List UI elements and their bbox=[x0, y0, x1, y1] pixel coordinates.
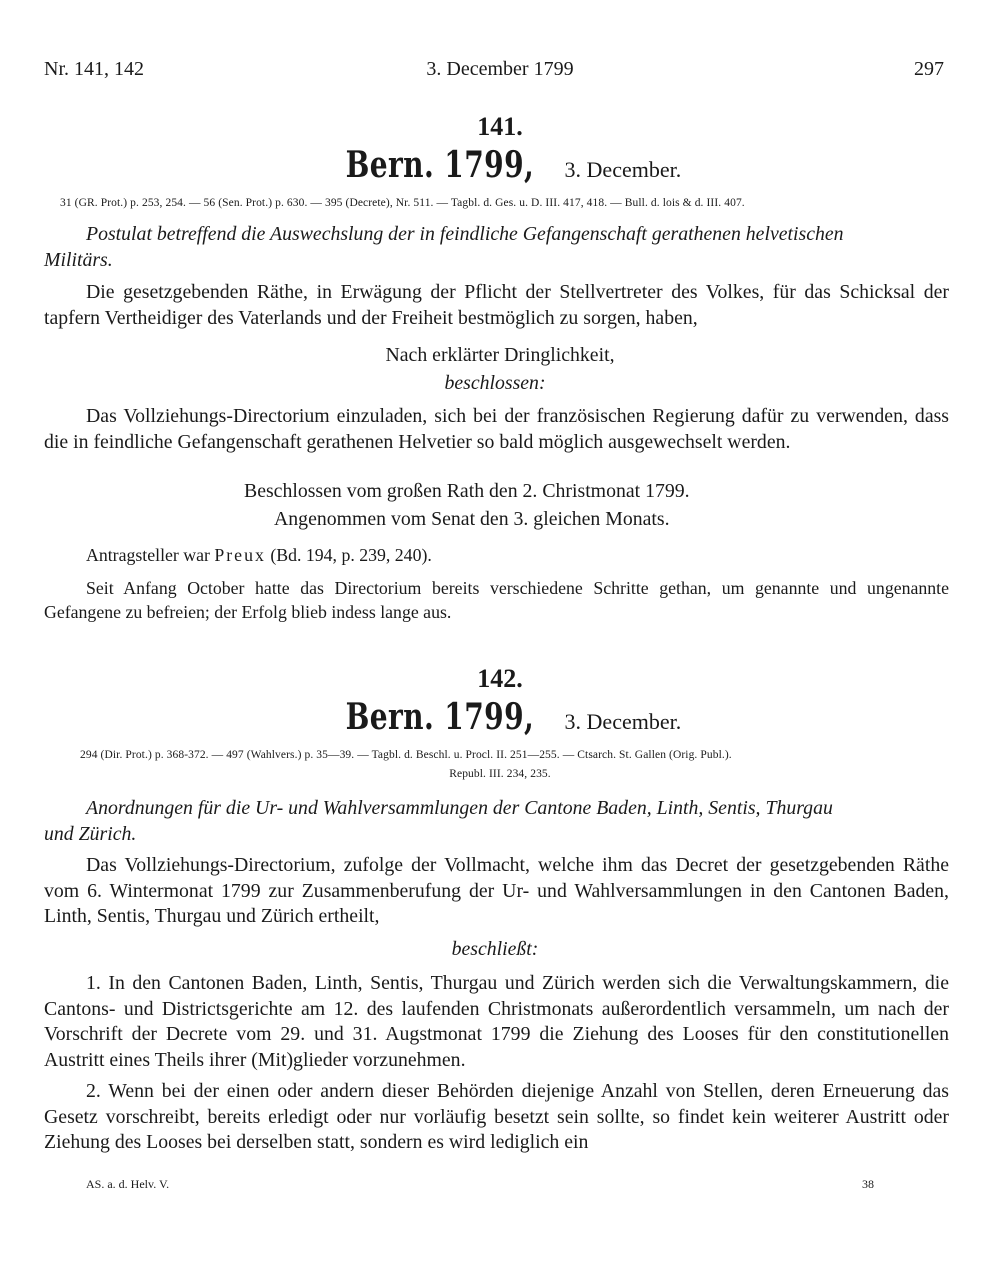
decided-line: Beschlossen vom großen Rath den 2. Christmonat 1799. bbox=[244, 480, 690, 502]
title-line-1: Postulat betreffend die Auswechslung der in feindliche Gefangenschaft gerathenen helvetischen bbox=[86, 223, 844, 245]
footer-collection-reference: AS. a. d. Helv. V. bbox=[86, 1177, 170, 1191]
heading-date: 3. December. bbox=[564, 709, 682, 734]
document-number-142: 142. bbox=[477, 664, 523, 693]
article-2: 2. Wenn bei der einen oder andern dieser Behörden diejenige Anzahl von Stellen, deren Erneuerung das Gesetz vorschreibt, bereits erledigt oder nur vorläufig besetzt sein sollte, so findet kein weiterer Austritt oder Ziehung des Looses bei derselben statt, sondern es wird lediglich ein bbox=[44, 1080, 949, 1153]
source-references: 31 (GR. Prot.) p. 253, 254. — 56 (Sen. Prot.) p. 630. — 395 (Decrete), Nr. 511. — Tagbl. d. Ges. u. D. III. 417, 418. — Bull. d. lois & d. III. 407. bbox=[60, 197, 745, 209]
accepted-line: Angenommen vom Senat den 3. gleichen Monats. bbox=[274, 508, 670, 530]
title-line-1: Anordnungen für die Ur- und Wahlversammlungen der Cantone Baden, Linth, Sentis, Thurgau bbox=[86, 797, 833, 819]
heading-date: 3. December. bbox=[564, 157, 682, 182]
note-proposer bbox=[86, 545, 432, 566]
title-line-2: und Zürich. bbox=[44, 823, 137, 845]
footer-signature-mark: 38 bbox=[862, 1177, 874, 1191]
urgency-line: Nach erklärter Dringlichkeit, bbox=[385, 344, 615, 366]
place-year: Bern. 1799, bbox=[345, 144, 534, 186]
resolves-line: beschließt: bbox=[451, 938, 539, 960]
preamble-paragraph: Das Vollziehungs-Directorium, zufolge der Vollmacht, welche ihm das Decret der gesetzgebenden Räthe vom 6. Wintermonat 1799 zur Zusammenberufung der Ur- und Wahlversammlungen in den Cantonen Baden, Linth, Sentis, Thurgau und Zürich ertheilt, bbox=[44, 854, 949, 927]
source-references-line-1: 294 (Dir. Prot.) p. 368-372. — 497 (Wahlvers.) p. 35—39. — Tagbl. d. Beschl. u. Procl. II. 251—255. — Ctsarch. St. Gallen (Orig. Publ.). bbox=[80, 749, 732, 761]
header-date: 3. December 1799 bbox=[426, 58, 574, 80]
header-document-numbers: Nr. 141, 142 bbox=[44, 58, 144, 80]
source-references-line-2: Republ. III. 234, 235. bbox=[449, 768, 551, 780]
preamble-paragraph: Die gesetzgebenden Räthe, in Erwägung der Pflicht der Stellvertreter des Volkes, für das Schicksal der tapfern Vertheidiger des Vaterlands und der Freiheit bestmöglich zu sorgen, haben, bbox=[44, 281, 949, 329]
document-heading-142 bbox=[0, 696, 1000, 738]
note-proposer-prefix: Antragsteller war bbox=[86, 545, 210, 565]
resolution-paragraph: Das Vollziehungs-Directorium einzuladen, sich bei der französischen Regierung dafür zu verwenden, dass die in feindliche Gefangenschaft gerathenen Helvetier so bald möglich ausgewechselt werden. bbox=[44, 405, 949, 453]
note-history: Seit Anfang October hatte das Directorium bereits verschiedene Schritte gethan, um genannte und ungenannte Gefangene zu befreien; der Erfolg blieb indess lange aus. bbox=[44, 578, 949, 622]
note-proposer-name: Preux bbox=[214, 545, 266, 565]
place-year: Bern. 1799, bbox=[345, 696, 534, 738]
title-line-2: Militärs. bbox=[44, 249, 113, 271]
page-number: 297 bbox=[914, 58, 944, 80]
document-heading-141 bbox=[0, 144, 1000, 186]
article-1: 1. In den Cantonen Baden, Linth, Sentis, Thurgau und Zürich werden sich die Verwaltungskammern, die Cantons- und Districtsgerichte am 12. des laufenden Christmonats außerordentlich versammeln, um nach der Vorschrift der Decrete vom 29. und 31. Augstmonat 1799 die Ziehung des Looses für den constitutionellen Austritt eines Theils ihrer (Mit)glieder vorzunehmen. bbox=[44, 972, 949, 1071]
note-proposer-suffix: (Bd. 194, p. 239, 240). bbox=[270, 545, 432, 565]
resolved-line: beschlossen: bbox=[444, 372, 546, 394]
document-number-141: 141. bbox=[477, 112, 523, 141]
